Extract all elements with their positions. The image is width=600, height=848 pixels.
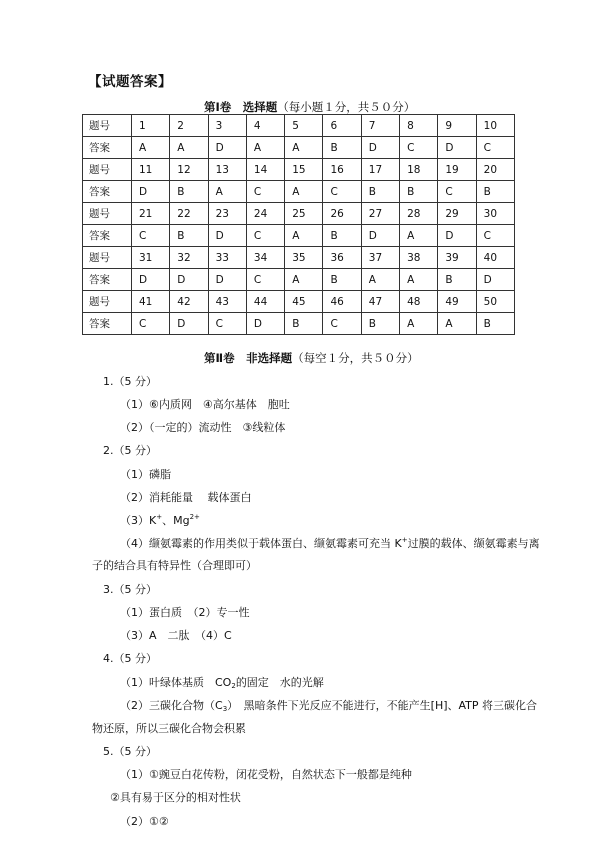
q2-a4-post: 过膜的载体、缬氨霉素与离	[407, 537, 540, 550]
q1-head: 1.（5 分）	[103, 375, 157, 388]
table-row	[83, 115, 515, 137]
q5-answer-1: （1）①豌豆白花传粉，闭花受粉，自然状态下一般都是纯种	[120, 768, 412, 781]
table-cell: 5	[285, 115, 323, 137]
q4-a1-sub: 2	[231, 682, 236, 690]
answer-header: 【试题答案】	[88, 74, 172, 90]
table-row	[83, 291, 515, 313]
table-cell: B	[170, 181, 208, 203]
q2-a4-pre: （4）缬氨霉素的作用类似于载体蛋白、缬氨霉素可充当 K	[120, 537, 402, 550]
table-cell: C	[476, 137, 514, 159]
q1-answer-2: （2）（一定的）流动性 ③线粒体	[120, 421, 286, 434]
table-cell: B	[438, 269, 476, 291]
q2-a3-sup2: 2+	[189, 513, 200, 521]
table-row	[83, 269, 515, 291]
table-cell: 21	[132, 203, 170, 225]
q2-a4-sup: +	[401, 536, 408, 544]
table-cell: A	[208, 181, 246, 203]
table-cell: C	[246, 225, 284, 247]
table-cell: 45	[285, 291, 323, 313]
table-cell: D	[361, 137, 399, 159]
row-label: 答案	[83, 313, 132, 335]
table-cell: B	[323, 225, 361, 247]
q4-a2-pre: （2）三碳化合物（C	[120, 699, 223, 712]
table-row	[83, 203, 515, 225]
table-cell: 9	[438, 115, 476, 137]
table-cell: A	[400, 313, 438, 335]
table-cell: 36	[323, 247, 361, 269]
table-cell: 40	[476, 247, 514, 269]
table-cell: 37	[361, 247, 399, 269]
table-row	[83, 313, 515, 335]
table-cell: D	[170, 269, 208, 291]
table-cell: A	[285, 225, 323, 247]
table-cell: 29	[438, 203, 476, 225]
table-cell: 25	[285, 203, 323, 225]
table-cell: A	[170, 137, 208, 159]
section2-note: （每空１分，共５０分）	[292, 351, 419, 365]
q2-head: 2.（5 分）	[103, 444, 157, 457]
table-cell: 22	[170, 203, 208, 225]
table-cell: B	[323, 137, 361, 159]
table-cell: B	[323, 269, 361, 291]
row-label: 题号	[83, 247, 132, 269]
section2-title-text: 第Ⅱ卷 非选择题	[204, 351, 293, 365]
row-label: 题号	[83, 203, 132, 225]
table-cell: 49	[438, 291, 476, 313]
q4-answer-1	[120, 674, 324, 690]
table-cell: A	[285, 137, 323, 159]
table-cell: C	[246, 181, 284, 203]
table-cell: D	[476, 269, 514, 291]
table-cell: D	[361, 225, 399, 247]
table-cell: A	[400, 269, 438, 291]
table-cell: B	[170, 225, 208, 247]
table-cell: 15	[285, 159, 323, 181]
q2-a3-mid: 、Mg	[162, 514, 190, 527]
table-cell: C	[323, 181, 361, 203]
table-cell: A	[361, 269, 399, 291]
q4-head: 4.（5 分）	[103, 652, 157, 665]
table-cell: 31	[132, 247, 170, 269]
table-cell: B	[476, 313, 514, 335]
table-cell: 20	[476, 159, 514, 181]
section2-title	[204, 350, 419, 366]
table-cell: B	[361, 313, 399, 335]
table-cell: D	[132, 181, 170, 203]
q5-answer-1-cont: ②具有易于区分的相对性状	[110, 791, 241, 804]
q2-a3-sup1: +	[156, 513, 163, 521]
q4-a2-sub: 3	[222, 705, 228, 713]
table-cell: B	[285, 313, 323, 335]
table-cell: 17	[361, 159, 399, 181]
table-cell: 41	[132, 291, 170, 313]
table-row	[83, 181, 515, 203]
q3-answer-2: （3）A 二肽 （4）C	[120, 629, 232, 642]
table-cell: 24	[246, 203, 284, 225]
row-label: 答案	[83, 137, 132, 159]
table-cell: D	[438, 225, 476, 247]
table-cell: D	[208, 137, 246, 159]
table-cell: 32	[170, 247, 208, 269]
table-cell: 2	[170, 115, 208, 137]
table-cell: 39	[438, 247, 476, 269]
table-row	[83, 225, 515, 247]
table-cell: C	[476, 225, 514, 247]
table-cell: 16	[323, 159, 361, 181]
table-cell: 27	[361, 203, 399, 225]
table-cell: 50	[476, 291, 514, 313]
row-label: 题号	[83, 159, 132, 181]
table-cell: C	[208, 313, 246, 335]
section1-title-text: 第Ⅰ卷 选择题	[204, 100, 278, 114]
q4-a1-pre: （1）叶绿体基质 CO	[120, 676, 232, 689]
table-cell: B	[400, 181, 438, 203]
q2-a3-pre: （3）K	[120, 514, 157, 527]
table-cell: B	[476, 181, 514, 203]
table-cell: D	[208, 225, 246, 247]
table-cell: A	[132, 137, 170, 159]
table-cell: 10	[476, 115, 514, 137]
q3-head: 3.（5 分）	[103, 583, 157, 596]
table-cell: 28	[400, 203, 438, 225]
row-label: 题号	[83, 115, 132, 137]
table-row	[83, 247, 515, 269]
q5-head: 5.（5 分）	[103, 745, 157, 758]
section1-note: （每小题１分，共５０分）	[277, 100, 416, 114]
q5-answer-2: （2）①②	[120, 815, 169, 828]
q2-answer-2: （2）消耗能量 载体蛋白	[120, 491, 252, 504]
table-cell: 46	[323, 291, 361, 313]
table-cell: A	[400, 225, 438, 247]
table-cell: 14	[246, 159, 284, 181]
table-cell: 33	[208, 247, 246, 269]
table-cell: 48	[400, 291, 438, 313]
row-label: 答案	[83, 269, 132, 291]
table-cell: D	[438, 137, 476, 159]
q4-answer-2	[120, 697, 537, 713]
q2-answer-4	[120, 535, 540, 551]
table-cell: 44	[246, 291, 284, 313]
table-cell: 7	[361, 115, 399, 137]
table-cell: D	[208, 269, 246, 291]
table-cell: A	[285, 181, 323, 203]
table-cell: 1	[132, 115, 170, 137]
row-label: 答案	[83, 225, 132, 247]
table-cell: 26	[323, 203, 361, 225]
table-cell: 23	[208, 203, 246, 225]
table-cell: 11	[132, 159, 170, 181]
table-cell: 34	[246, 247, 284, 269]
table-cell: B	[361, 181, 399, 203]
table-cell: C	[323, 313, 361, 335]
table-cell: 43	[208, 291, 246, 313]
table-cell: 6	[323, 115, 361, 137]
table-row	[83, 137, 515, 159]
q2-answer-3	[120, 512, 200, 528]
q2-answer-4-cont: 子的结合具有特异性（合理即可）	[92, 559, 257, 572]
table-cell: 38	[400, 247, 438, 269]
q4-a1-post: 的固定 水的光解	[235, 676, 324, 689]
table-cell: D	[132, 269, 170, 291]
q4-a2-post: ） 黑暗条件下光反应不能进行，不能产生[H]、ATP 将三碳化合	[227, 699, 538, 712]
table-cell: C	[132, 313, 170, 335]
section1-title	[204, 99, 415, 115]
table-cell: C	[400, 137, 438, 159]
table-cell: 18	[400, 159, 438, 181]
table-cell: C	[438, 181, 476, 203]
row-label: 答案	[83, 181, 132, 203]
table-cell: A	[246, 137, 284, 159]
table-cell: 35	[285, 247, 323, 269]
answer-table	[82, 114, 515, 335]
table-cell: D	[246, 313, 284, 335]
table-cell: 42	[170, 291, 208, 313]
q1-answer-1: （1）⑥内质网 ④高尔基体 胞吐	[120, 398, 290, 411]
q2-answer-1: （1）磷脂	[120, 468, 171, 481]
q3-answer-1: （1）蛋白质 （2）专一性	[120, 606, 250, 619]
table-cell: 47	[361, 291, 399, 313]
table-cell: A	[438, 313, 476, 335]
table-cell: 4	[246, 115, 284, 137]
table-cell: 12	[170, 159, 208, 181]
table-cell: 19	[438, 159, 476, 181]
table-cell: A	[285, 269, 323, 291]
table-cell: C	[246, 269, 284, 291]
table-cell: D	[170, 313, 208, 335]
table-cell: 3	[208, 115, 246, 137]
table-cell: 8	[400, 115, 438, 137]
table-cell: 13	[208, 159, 246, 181]
row-label: 题号	[83, 291, 132, 313]
table-cell: 30	[476, 203, 514, 225]
table-cell: C	[132, 225, 170, 247]
q4-answer-2-cont: 物还原，所以三碳化合物会积累	[92, 722, 246, 735]
table-row	[83, 159, 515, 181]
